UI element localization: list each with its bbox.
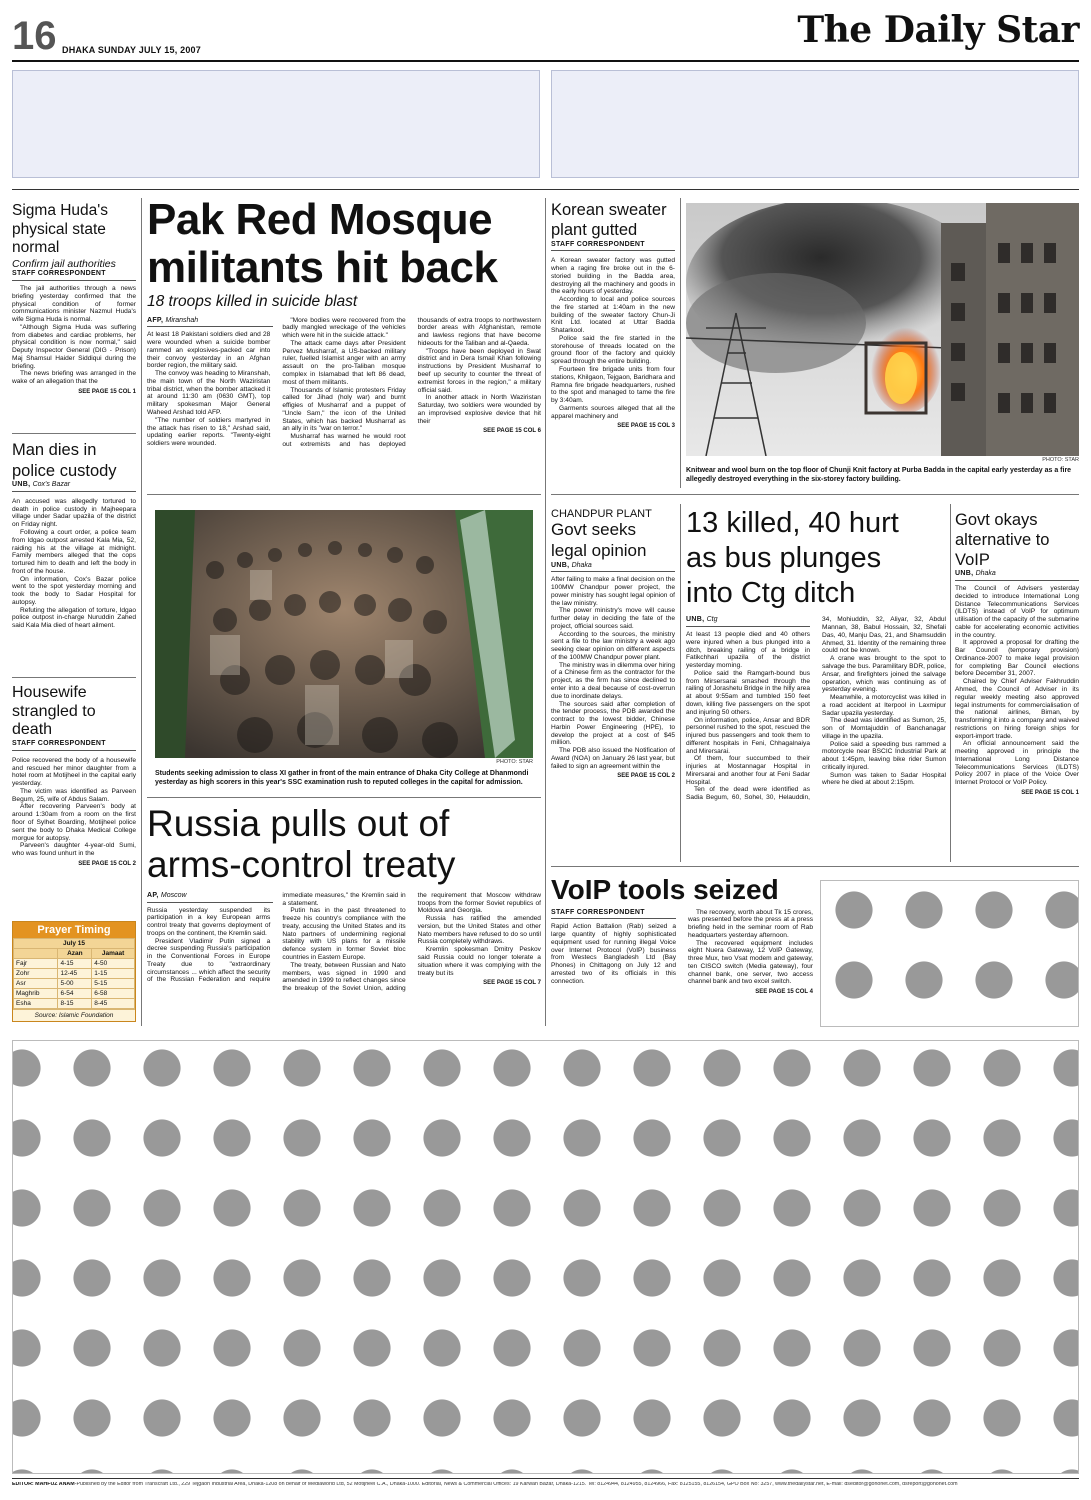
article-body	[955, 585, 1079, 787]
column-rule	[141, 198, 142, 1026]
paragraph: According to the sources, the ministry sent a file to the law ministry a week ago seeking clear opinion on different aspects of the 100MW Chandpur power plant.	[551, 630, 675, 661]
byline: STAFF CORRESPONDENT	[12, 740, 136, 751]
article-body	[686, 616, 946, 852]
article-russia	[147, 803, 541, 1020]
paragraph: President Vladimir Putin signed a decree suspending Russia's participation in the Conventional Forces in Europe Treaty due to "extraordinary circumstances ... which affect the security of the Russian Federation and require immediate measures," the Kremlin said in a statement.	[147, 891, 406, 984]
col-azan: Azan	[58, 949, 92, 959]
ad-space-left	[12, 70, 540, 178]
paragraph: Chaired by Chief Adviser Fakhruddin Ahmed, the Council of Adviser in its regular weekly meeting also approved legal instruments for commercialisation of the national airlines, Biman, by transforming it into a company and waived restrictions on hiring foreign ships for export-import trade.	[955, 678, 1079, 740]
section-rule	[12, 189, 1079, 190]
prayer-name: Maghrib	[14, 989, 58, 999]
paragraph: On information, police, Ansar and BDR personnel rushed to the spot, rescued the injured bus passengers and took them to different hospitals in Feni, Chhagalnaiya and Mirersarai.	[686, 716, 810, 755]
photo-credit: PHOTO: STAR	[496, 759, 533, 765]
divider	[147, 797, 541, 798]
paragraph: Refuting the allegation of torture, Idgao police outpost in-charge Nuruddin Zahed said Kala Mia died of heart ailment.	[12, 606, 136, 630]
paragraph: An accused was allegedly tortured to death in police custody in Majheepara village under Sadar upazila of the district on Friday night.	[12, 497, 136, 529]
paragraph: Musharraf has warned he would root out extremists and has deployed thousands of extra troops to northwestern border areas with Afghanistan, remote and lawless regions that have become hideouts for the Taliban and al-Qaeda.	[282, 316, 541, 448]
article-body	[147, 317, 541, 483]
article-body	[12, 498, 136, 630]
headline: Housewife strangled to death	[12, 684, 96, 739]
paragraph: Ten of the dead were identified as Sadia Begum, 60, Sohel, 30, Helauddin, 34, Mohiuddin, 32, Aliyar, 32, Abdul Mannan, 38, Babul Hossain, 32, Shefali Das, 40, Manju Das, 21, and Shamsuddin Ahmed, 31. Identity of the remaining three could not be known.	[686, 616, 946, 802]
article-body	[551, 909, 813, 1031]
jump-link[interactable]: SEE PAGE 15 COL 1	[78, 389, 136, 396]
agency: UNB,	[12, 481, 31, 489]
paragraph: At least 18 Pakistani soldiers died and 28 were wounded when a suicide bomber rammed an explosives-packed car into their convoy yesterday in an Afghan border region, the military said.	[147, 331, 271, 370]
paragraph: The news briefing was arranged in the wake of an allegation that the	[12, 370, 136, 386]
jamaat-time: 6-58	[92, 989, 135, 999]
paragraph: The jail authorities through a news briefing yesterday confirmed that the physical condition of former communications minister Nazmul Huda's wife Sigma Huda is normal.	[12, 285, 136, 324]
paragraph: After failing to make a final decision on the 100MW Chandpur power project, the power ministry has sought legal opinion of the law ministry.	[551, 576, 675, 607]
paragraph: Rapid Action Battalion (Rab) seized a large quantity of highly sophisticated equipment used for running illegal Voice over Internet Protocol (VoIP) business from Westecs Bangladesh Ltd (Bay Phones) in Chittagong on July 12 and arrested two of its officials in this connection.	[551, 923, 676, 985]
paragraph: Kremlin spokesman Dmitry Peskov said Russia could no longer tolerate a situation where it was complying with the treaty but its	[417, 946, 541, 977]
paragraph: "The number of soldiers martyred in the attack has risen to 18," Arshad said, updating earlier reports. "Twenty-eight soldiers were wounded.	[147, 416, 271, 448]
factory-fire-image	[686, 203, 1079, 456]
paragraph: The attack came days after President Pervez Musharraf, a US-backed military ruler, fuelled Islamist anger with an army assault on the pro-Taliban mosque complex in Islamabad that left 86 dead, most of them militants.	[282, 339, 406, 386]
paragraph: Russia yesterday suspended its participation in a key European arms control treaty that governs deployment of troops on the continent, the Kremlin said.	[147, 906, 271, 937]
article-housewife	[12, 684, 136, 867]
prayer-name: Asr	[14, 979, 58, 989]
table-row	[14, 969, 135, 979]
students-crowd-image	[155, 510, 533, 758]
jump-link[interactable]: SEE PAGE 15 COL 4	[755, 989, 813, 996]
paragraph: According to local and police sources the fire started at 1:40am in the new building of the sweater factory Chun-Ji Knit Ltd. located at Uttar Badda Shatarkool.	[551, 296, 675, 335]
paragraph: Thousands of Islamic protesters Friday called for Jihad (holy war) and burnt effigies of Musharraf and a puppet of "Uncle Sam," the icon of the United States, which has backed Musharraf as an ally in its "war on terror."	[282, 386, 406, 433]
jamaat-time: 1-15	[92, 969, 135, 979]
azan-time: 4-15	[58, 959, 92, 969]
agency: UNB,	[551, 561, 570, 569]
ad-space-dots-large	[12, 1040, 1079, 1474]
agency: AFP,	[147, 316, 164, 324]
dateline-place: Cox's Bazar	[32, 481, 71, 489]
paragraph: Of them, four succumbed to their injuries at Mostannagar Hospital in Mirersarai and another four at Feni Sadar Hospital.	[686, 755, 810, 786]
col-jamaat: Jamaat	[92, 949, 135, 959]
prayer-name: Fajr	[14, 959, 58, 969]
paragraph: The power ministry's move will cause further delay in deciding the fate of the project, official sources said.	[551, 607, 675, 630]
paragraph: The victim was identified as Parveen Begum, 25, wife of Abdus Salam.	[12, 787, 136, 803]
students-photo	[155, 510, 533, 758]
subhead: 18 troops killed in suicide blast	[147, 293, 358, 311]
prayer-name: Zohr	[14, 969, 58, 979]
divider	[551, 494, 1079, 495]
byline: STAFF CORRESPONDENT	[12, 270, 136, 281]
headline: Man dies in police custody	[12, 441, 117, 480]
headline: Russia pulls out of arms-control treaty	[147, 803, 456, 886]
divider	[551, 866, 1079, 867]
azan-time: 12-45	[58, 969, 92, 979]
prayer-title: Prayer Timing	[13, 922, 135, 938]
agency: AP,	[147, 891, 159, 899]
agency: UNB,	[686, 616, 705, 624]
paragraph: The PDB also issued the Notification of Award (NOA) on January 26 last year, but failed to sign an agreement within the	[551, 747, 675, 770]
headline: Sigma Huda's physical state normal	[12, 202, 109, 257]
headline: 13 killed, 40 hurt as bus plunges into Ctg ditch	[686, 507, 899, 609]
jamaat-time: 4-50	[92, 959, 135, 969]
table-row	[14, 989, 135, 999]
article-chandpur	[551, 508, 675, 779]
headline: Pak Red Mosque militants hit back	[147, 195, 498, 292]
dateline-place: Dhaka	[975, 570, 996, 578]
paragraph: "Although Sigma Huda was suffering from diabetes and cardiac problems, her physical condition is now normal," said Deputy Inspector General (DIG - Prison) Maj Shamsul Haider Siddiqui during the briefing.	[12, 323, 136, 370]
paragraph: On information, Cox's Bazar police went to the spot yesterday morning and took the body to Sadar Hospital for autopsy.	[12, 575, 136, 606]
divider	[147, 494, 541, 495]
jamaat-time: 5-15	[92, 979, 135, 989]
prayer-name: Esha	[14, 999, 58, 1009]
paragraph: The treaty, between Russian and Nato members, was signed in 1990 and amended in 1999 to reflect changes since the breakup of the Soviet Union, adding the requirement that Moscow withdraw troops from the former Soviet republics of Moldova and Georgia.	[282, 891, 541, 993]
jump-link[interactable]: SEE PAGE 15 COL 1	[1021, 789, 1079, 796]
prayer-date: July 15	[14, 939, 135, 949]
divider	[12, 433, 136, 434]
ad-space-right	[551, 70, 1079, 178]
paragraph: Police said the Ramgarh-bound bus from Mirsersarai smashed through the railing of Jorashetu Bridge in the hilly area at about 9:55am and tumbled 150 feet down, killing five passengers on the spot and injuring 50 others.	[686, 669, 810, 716]
article-body	[12, 285, 136, 386]
article-body	[12, 757, 136, 858]
headline: VoIP tools seized	[551, 874, 779, 905]
paragraph: The Council of Advisers yesterday decided to introduce International Long Distance Telecommunications Services (ILDTS) instead of VoIP for optimum utilisation of the capacity of the submarine cable for accelerating economic activities in the country.	[955, 585, 1079, 639]
paragraph: Police recovered the body of a housewife and rescued her minor daughter from a hotel room at Motijheel in the capital early yesterday.	[12, 756, 136, 788]
prayer-table	[13, 938, 135, 1009]
paragraph: The ministry was in dilemma over hiring of a Chinese firm as the contractor for the project, as the firm has since declined to enter into a deal because of cost-overrun due to inordinate delays.	[551, 661, 675, 700]
column-rule	[680, 504, 681, 862]
photo-caption: Knitwear and wool burn on the top floor of Chunji Knit factory at Purba Badda in the capital early yesterday as a fire allegedly destroyed everything in the six-storey factory building.	[686, 467, 1072, 483]
paragraph: Police said a speeding bus rammed a motorcycle near BSCIC Industrial Park at about 1:45pm, leaving bike rider Sumon critically injured.	[822, 740, 946, 771]
article-sweater-plant	[551, 201, 675, 429]
table-row	[14, 979, 135, 989]
paragraph: Putin has in the past threatened to freeze his country's compliance with the treaty, accusing the United States and its Nato partners of undermining regional stability with US plans for a missile defence system in former Soviet bloc countries in Eastern Europe.	[282, 907, 406, 961]
azan-time: 8-15	[58, 999, 92, 1009]
article-voip-alternative	[955, 510, 1079, 796]
paragraph: Garments sources alleged that all the apparel machinery and	[551, 404, 675, 420]
article-body	[551, 576, 675, 770]
fire-photo	[686, 203, 1079, 456]
paragraph: The recovery, worth about Tk 15 crores, was presented before the press at a press briefing held in the seminar room of Rab headquarters yesterday afternoon.	[688, 908, 813, 939]
prayer-source: Source: Islamic Foundation	[13, 1009, 135, 1021]
paragraph: Following a court order, a police team from Idgao outpost arrested Kala Mia, 52, raiding his at the village at midnight. Family members alleged that the cops tortured him to death and left the body in front of the house.	[12, 529, 136, 575]
paragraph: The dead was identified as Sumon, 25, son of Momtajuddin of Banchanagar village in the upazila.	[822, 717, 946, 740]
photo-caption: Students seeking admission to class XI gather in front of the main entrance of Dhaka City College at Dhanmondi yesterday as high scorers in this year's SSC examination rush to reputed colleges in the capital for admission.	[155, 770, 529, 786]
table-row	[14, 999, 135, 1009]
dateline-place: Ctg	[706, 616, 718, 624]
kicker-label: CHANDPUR PLANT	[551, 508, 652, 520]
headline: Korean sweater plant gutted	[551, 201, 667, 239]
jump-link[interactable]: SEE PAGE 15 COL 2	[617, 773, 675, 780]
paragraph: Police said the fire started in the storehouse of threads located on the ground floor of the factory and quickly spread through the entire building.	[551, 334, 675, 366]
masthead-logo: The Daily Star	[797, 9, 1079, 51]
dateline-place: Dhaka	[571, 561, 592, 569]
jamaat-time: 8-45	[92, 999, 135, 1009]
azan-time: 6-54	[58, 989, 92, 999]
jump-link[interactable]: SEE PAGE 15 COL 3	[617, 423, 675, 430]
paragraph: Sumon was taken to Sadar Hospital where he died at about 2:15pm.	[822, 771, 946, 787]
dateline-place: Moscow	[160, 891, 187, 899]
divider	[12, 677, 136, 678]
article-body	[147, 892, 541, 1020]
page-number: 16	[12, 14, 57, 58]
paragraph: An official announcement said the meeting approved in principle the International Long Distance Telecommunications Services (ILDTS) Policy 2007 in place of the Voice Over Internet Protocol or VoIP Policy.	[955, 740, 1079, 787]
paragraph: The sources said after completion of the tender process, the PDB awarded the contract to the lowest bidder, Chinese Harbin Power Engineering (HPE), to develop the project at a cost of $45 million.	[551, 700, 675, 747]
page-header	[12, 8, 1079, 63]
paragraph: The convoy was heading to Miranshah, the main town of the North Waziristan tribal district, when the bomber attacked it at around 11:30 am (0630 GMT), top military spokesman Major General Waheed Arshad told AFP.	[147, 370, 271, 416]
headline: Govt okays alternative to VoIP	[955, 511, 1050, 570]
byline: STAFF CORRESPONDENT	[551, 909, 676, 920]
paragraph: Russia has ratified the amended version, but the United States and other Nato members have refused to do so until Russia completely withdraws.	[417, 915, 541, 946]
article-custody	[12, 440, 136, 630]
paragraph: A crane was brought to the spot to salvage the bus. Paramilitary BDR, police, Ansar, and firefighters joined the salvage operation, which was continuing as of yesterday evening.	[822, 655, 946, 694]
paragraph: Fourteen fire brigade units from four stations, Khilgaon, Tejgaon, Baridhara and Ramna fire brigade headquarters, rushed to the spot and managed to tame the fire by 3:40am.	[551, 366, 675, 405]
article-bus-crash	[686, 506, 946, 852]
paragraph: In another attack in North Waziristan Saturday, two soldiers were wounded by an improvised explosive device that hit their	[417, 394, 541, 425]
subhead: Confirm jail authorities	[12, 257, 116, 270]
imprint-text: -Published by the Editor from Transcraft Ltd., 229 Tejgaon Industrial Area, Dhaka-1208 on behalf of Mediaworld Ltd, 52 Motijheel C.A., Dhaka-1000. Editorial, News & Commercial Offices: 19 Karwan Bazar, Dhaka-1215. Tel: 8124944, 8124955, 8124966, Fax: 8125155, 8126154, GPO Box No: 3257, www.thedailystar.net, E-mail: dseditor@gononet.com, dsreport@gononet.com	[74, 1482, 958, 1487]
table-row	[14, 959, 135, 969]
paragraph: At least 13 people died and 40 others were injured when a bus plunged into a ditch, breaking railing of a bridge in Fatikchhari upazila of the district yesterday morning.	[686, 631, 810, 670]
column-rule	[950, 504, 951, 862]
article-red-mosque	[147, 196, 541, 483]
headline: Govt seeks legal opinion	[551, 520, 647, 560]
jump-link[interactable]: SEE PAGE 15 COL 2	[78, 860, 136, 867]
editor-label: EDITOR: MAHFUZ ANAM	[12, 1482, 75, 1487]
paragraph: Meanwhile, a motorcyclist was killed in a road accident at Iterpool in Laxmipur Sadar upazila yesterday.	[822, 694, 946, 717]
footer-imprint	[12, 1482, 1079, 1487]
byline: STAFF CORRESPONDENT	[551, 241, 675, 252]
jump-link[interactable]: SEE PAGE 15 COL 7	[483, 980, 541, 987]
article-voip-seized	[551, 873, 813, 1031]
jump-link[interactable]: SEE PAGE 15 COL 6	[483, 428, 541, 435]
paragraph: It approved a proposal for drafting the Bar Council (temporary provision) Ordinance-2007 to make legal provision for completing Bar Council elections before December 31, 2007.	[955, 639, 1079, 678]
agency: UNB,	[955, 570, 974, 578]
article-body	[551, 257, 675, 420]
ad-space-dots-small	[820, 880, 1079, 1027]
paragraph: After recovering Parveen's body at around 1:30am from a room on the first floor of Sylhet Boarding, Motijheel police sent the body to Dhaka Medical College morgue for autopsy.	[12, 803, 136, 842]
photo-credit: PHOTO: STAR	[1042, 457, 1079, 463]
paragraph: Parveen's daughter 4-year-old Sumi, who was found unhurt in the	[12, 842, 136, 858]
article-sigma-huda	[12, 202, 136, 395]
column-rule	[545, 198, 546, 1026]
prayer-timing-box	[12, 921, 136, 1022]
column-rule	[680, 198, 681, 488]
paragraph: "Troops have been deployed in Swat district and in Dera Ismail Khan following instructions by President Musharraf to beef up security to counter the threat of extremist forces in the region," a military official said.	[417, 347, 541, 394]
dateline: DHAKA SUNDAY JULY 15, 2007	[62, 45, 201, 55]
azan-time: 5-00	[58, 979, 92, 989]
paragraph: A Korean sweater factory was gutted when a raging fire broke out in the 6-storied building in the Badda area, destroying all the machinery and goods in the early hours of yesterday.	[551, 257, 675, 296]
footer-rule	[12, 1478, 1079, 1479]
paragraph: "More bodies were recovered from the badly mangled wreckage of the vehicles which were hit in the suicide attack."	[282, 316, 406, 340]
paragraph: The recovered equipment includes eight Nuera Gateway, 12 VoIP Gateway, three Mux, two Vsat modem and gateway, ten CISCO switch (Media gateway), four channel bank, one server, two access channel bank and two excel switch.	[688, 939, 813, 986]
dateline-place: Miranshah	[165, 316, 199, 324]
header-rule	[12, 60, 1079, 62]
